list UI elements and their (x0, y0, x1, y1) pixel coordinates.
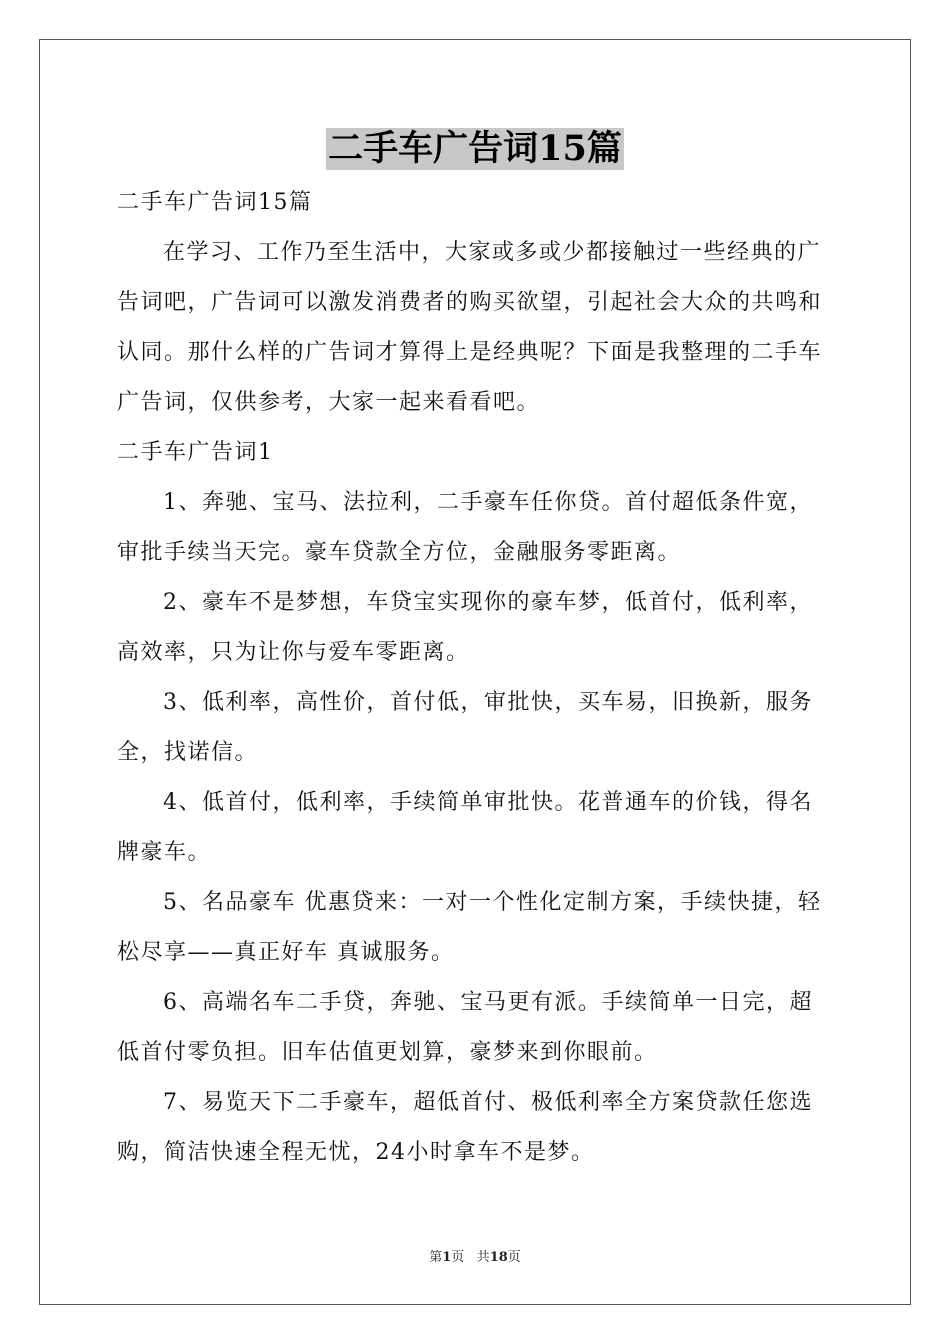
ad-item-line: 2、豪车不是梦想，车贷宝实现你的豪车梦，低首付，低利率， (163, 590, 813, 615)
intro-line: 在学习、工作乃至生活中，大家或多或少都接触过一些经典的广 (163, 240, 822, 265)
footer-prefix: 第 (429, 1250, 443, 1265)
footer-page-suffix: 页 (451, 1250, 465, 1265)
ad-item (117, 778, 833, 878)
ad-item-line: 全，找诺信。 (117, 740, 259, 765)
ad-item (117, 478, 833, 578)
footer-total-suffix: 页 (507, 1250, 521, 1265)
intro-line: 认同。那什么样的广告词才算得上是经典呢？下面是我整理的二手车 (117, 340, 823, 365)
ad-item-line: 7、易览天下二手豪车，超低首付、极低利率全方案贷款任您选 (163, 1090, 813, 1115)
ad-item-line: 6、高端名车二手贷，奔驰、宝马更有派。手续简单一日完，超 (163, 990, 813, 1015)
intro-paragraph (117, 228, 833, 428)
ad-item (117, 1078, 833, 1178)
ad-item-line: 高效率，只为让你与爱车零距离。 (117, 640, 470, 665)
ad-item-line: 审批手续当天完。豪车贷款全方位，金融服务零距离。 (117, 540, 682, 565)
intro-line: 告词吧，广告词可以激发消费者的购买欲望，引起社会大众的共鸣和 (117, 290, 823, 315)
section-heading: 二手车广告词1 (117, 440, 274, 465)
document-subtitle: 二手车广告词15篇 (117, 190, 313, 215)
ad-item (117, 978, 833, 1078)
ad-item-line: 低首付零负担。旧车估值更划算，豪梦来到你眼前。 (117, 1040, 658, 1065)
ad-item-line: 5、名品豪车 优惠贷来：一对一个性化定制方案，手续快捷，轻 (163, 890, 822, 915)
footer-total-prefix: 共 (476, 1250, 490, 1265)
ad-item-line: 松尽享——真正好车 真诚服务。 (117, 940, 455, 965)
ad-item (117, 578, 833, 678)
document-title: 二手车广告词15篇 (328, 128, 622, 169)
ad-item-line: 4、低首付，低利率，手续简单审批快。花普通车的价钱，得名 (163, 790, 813, 815)
page-footer (0, 1246, 950, 1265)
ad-item (117, 678, 833, 778)
ad-item (117, 878, 833, 978)
intro-line: 广告词，仅供参考，大家一起来看看吧。 (117, 390, 541, 415)
total-pages-number: 18 (489, 1250, 508, 1265)
ad-item-line: 1、奔驰、宝马、法拉利，二手豪车任你贷。首付超低条件宽， (163, 490, 813, 515)
ad-item-line: 牌豪车。 (117, 840, 212, 865)
ad-item-line: 3、低利率，高性价，首付低，审批快，买车易，旧换新，服务 (163, 690, 813, 715)
ad-item-line: 购，简洁快速全程无忧，24小时拿车不是梦。 (117, 1140, 595, 1165)
title-wrap (0, 128, 950, 170)
current-page-number: 1 (442, 1250, 452, 1265)
document-body (117, 178, 833, 1178)
